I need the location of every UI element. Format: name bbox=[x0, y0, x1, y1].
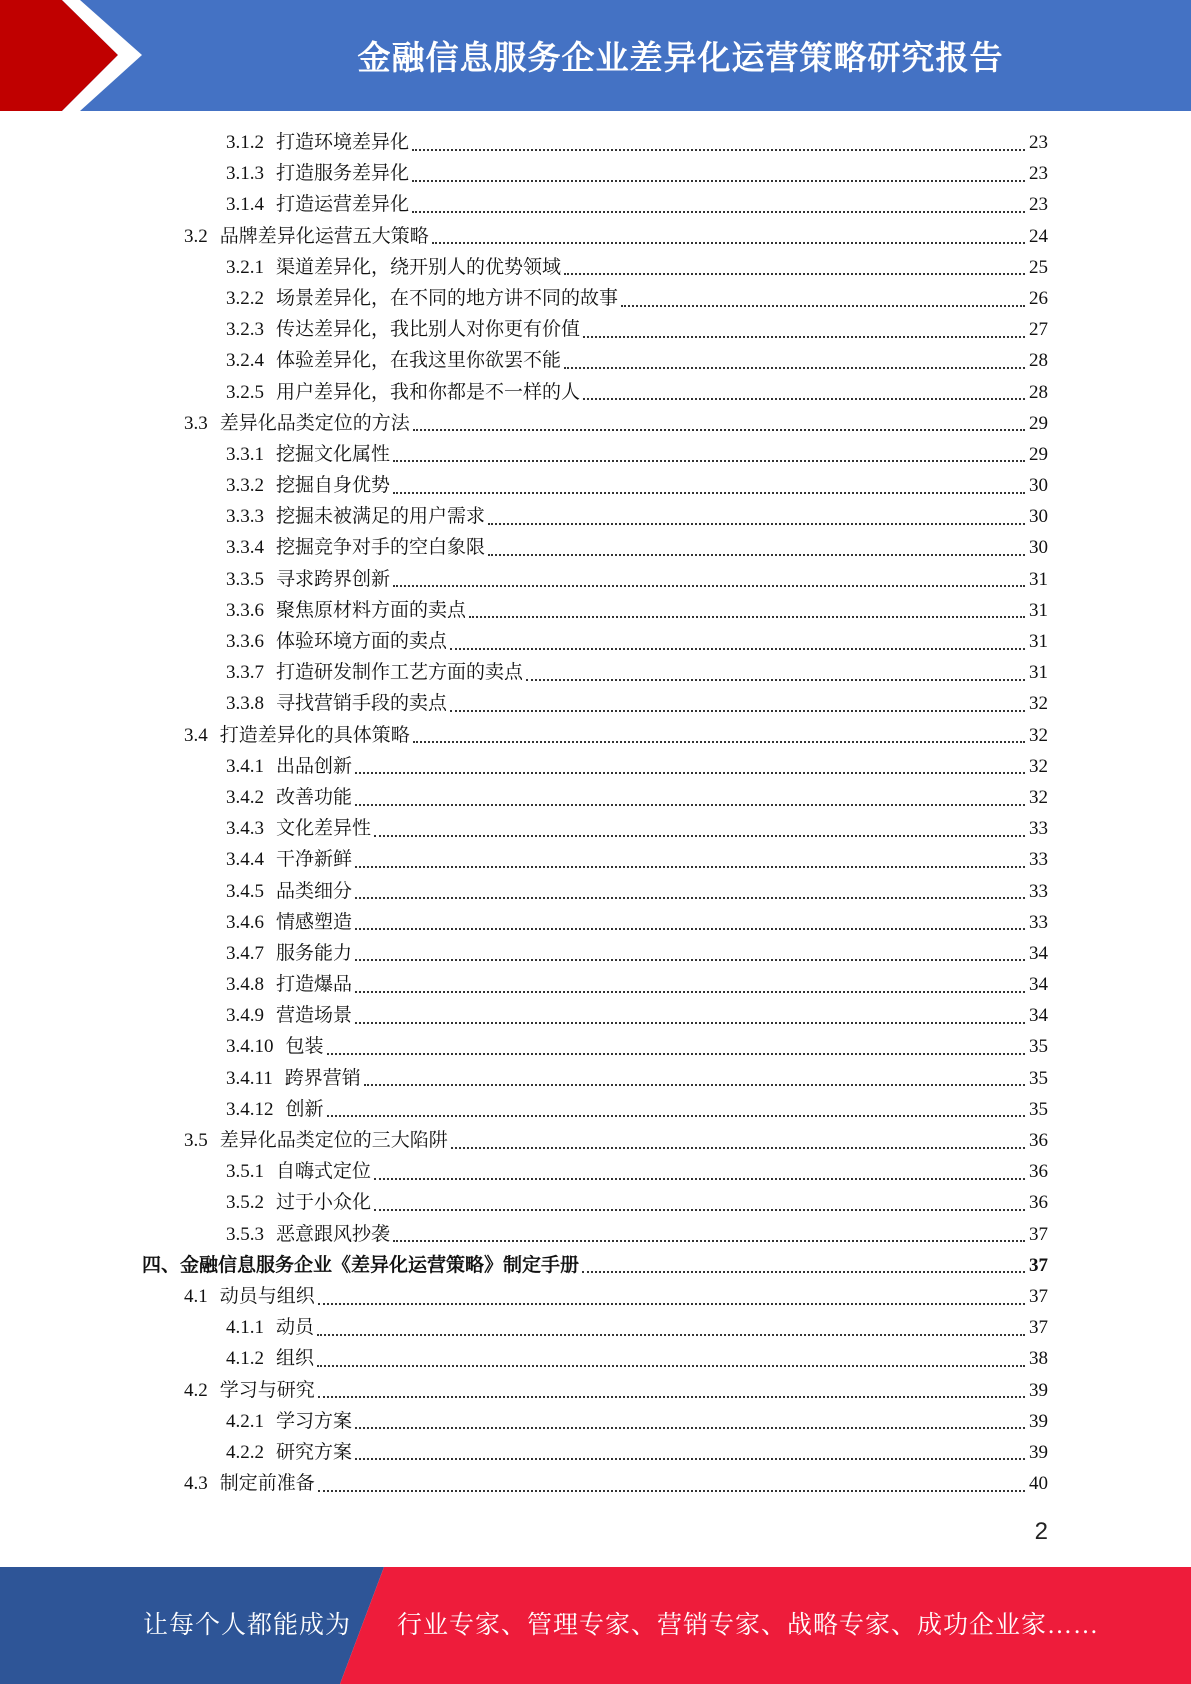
page-footer bbox=[0, 1567, 1191, 1684]
toc-dot-leader bbox=[355, 928, 1025, 930]
toc-entry-title: 寻找营销手段的卖点 bbox=[276, 693, 448, 715]
toc-dot-leader bbox=[583, 398, 1025, 400]
toc-entry-page: 36 bbox=[1029, 1161, 1048, 1183]
toc-entry[interactable] bbox=[140, 1000, 1048, 1031]
toc-entry[interactable] bbox=[140, 1406, 1048, 1437]
toc-entry[interactable] bbox=[140, 345, 1048, 376]
toc-dot-leader bbox=[393, 492, 1025, 494]
toc-entry-number: 3.2.1 bbox=[226, 256, 264, 278]
toc-entry-title: 恶意跟风抄袭 bbox=[276, 1223, 391, 1245]
toc-entry-title: 制定前准备 bbox=[219, 1473, 315, 1495]
toc-entry-page: 39 bbox=[1029, 1441, 1048, 1463]
toc-dot-leader bbox=[413, 741, 1025, 743]
toc-entry[interactable] bbox=[140, 1437, 1048, 1468]
toc-dot-leader bbox=[393, 585, 1025, 587]
toc-entry-number: 4.1.2 bbox=[226, 1348, 264, 1370]
toc-entry-number: 3.5.1 bbox=[226, 1161, 264, 1183]
toc-entry-title: 学习与研究 bbox=[219, 1379, 315, 1401]
toc-dot-leader bbox=[432, 242, 1025, 244]
toc-entry-page: 35 bbox=[1029, 1098, 1048, 1120]
toc-entry-title: 学习方案 bbox=[276, 1410, 353, 1432]
toc-entry[interactable] bbox=[140, 1187, 1048, 1218]
toc-dot-leader bbox=[412, 211, 1025, 213]
toc-entry-page: 32 bbox=[1029, 755, 1048, 777]
toc-entry-title: 场景差异化，在不同的地方讲不同的故事 bbox=[276, 287, 619, 309]
toc-dot-leader bbox=[355, 1427, 1025, 1429]
toc-entry-page: 39 bbox=[1029, 1379, 1048, 1401]
toc-entry-number: 3.3.6 bbox=[226, 631, 264, 652]
toc-entry[interactable] bbox=[140, 813, 1048, 844]
toc-entry-page: 23 bbox=[1029, 194, 1048, 216]
toc-entry-page: 31 bbox=[1029, 631, 1048, 652]
toc-entry-number: 3.4.6 bbox=[226, 911, 264, 933]
toc-entry-page: 28 bbox=[1029, 381, 1048, 403]
toc-dot-leader bbox=[364, 1084, 1025, 1086]
toc-entry-title: 打造差异化的具体策略 bbox=[219, 724, 410, 746]
toc-entry[interactable] bbox=[140, 532, 1048, 563]
toc-entry-title: 文化差异性 bbox=[276, 818, 372, 840]
toc-dot-leader bbox=[355, 991, 1025, 993]
toc-entry-page: 29 bbox=[1029, 443, 1048, 465]
toc-entry[interactable] bbox=[140, 1468, 1048, 1499]
toc-entry-title: 体验差异化，在我这里你欲罢不能 bbox=[276, 350, 562, 372]
toc-dot-leader bbox=[450, 648, 1025, 650]
toc-entry-number: 3.4.2 bbox=[226, 786, 264, 808]
toc-entry-page: 33 bbox=[1029, 911, 1048, 933]
toc-entry-number: 3.2.4 bbox=[226, 350, 264, 372]
toc-entry-page: 27 bbox=[1029, 319, 1048, 341]
toc-entry-page: 29 bbox=[1029, 412, 1048, 434]
toc-entry-number: 3.5 bbox=[184, 1130, 208, 1151]
toc-dot-leader bbox=[374, 1178, 1025, 1180]
toc-entry[interactable] bbox=[140, 1281, 1048, 1312]
toc-entry[interactable] bbox=[140, 1219, 1048, 1250]
toc-entry-page: 24 bbox=[1029, 225, 1048, 247]
toc-dot-leader bbox=[564, 367, 1025, 369]
toc-entry[interactable] bbox=[140, 1312, 1048, 1343]
toc-entry-number: 3.4.12 bbox=[226, 1098, 274, 1120]
toc-entry-number: 4.3 bbox=[184, 1473, 208, 1495]
toc-entry-title: 打造运营差异化 bbox=[276, 194, 410, 216]
toc-entry[interactable] bbox=[140, 1250, 1048, 1281]
toc-entry-page: 31 bbox=[1029, 568, 1048, 590]
toc-dot-leader bbox=[583, 336, 1025, 338]
toc-entry-number: 3.1.3 bbox=[226, 163, 264, 185]
toc-entry-number: 3.1.4 bbox=[226, 194, 264, 216]
toc-entry-title: 营造场景 bbox=[276, 1005, 353, 1027]
toc-entry-page: 32 bbox=[1029, 724, 1048, 746]
toc-dot-leader bbox=[621, 305, 1025, 307]
toc-entry-page: 32 bbox=[1029, 786, 1048, 808]
toc-dot-leader bbox=[450, 710, 1025, 712]
toc-entry-page: 30 bbox=[1029, 506, 1048, 528]
toc-entry-page: 31 bbox=[1029, 599, 1048, 621]
toc-entry-title: 组织 bbox=[276, 1348, 315, 1370]
toc-entry-page: 37 bbox=[1029, 1317, 1048, 1339]
toc-entry-title: 自嗨式定位 bbox=[276, 1161, 372, 1183]
toc-entry-number: 3.2.5 bbox=[226, 381, 264, 403]
toc-dot-leader bbox=[469, 616, 1025, 618]
toc-dot-leader bbox=[327, 1115, 1025, 1117]
toc-dot-leader bbox=[374, 835, 1025, 837]
footer-slogan-right: 行业专家、管理专家、营销专家、战略专家、成功企业家…… bbox=[397, 1612, 1100, 1639]
toc-entry-number: 3.4.8 bbox=[226, 974, 264, 996]
toc-entry-number: 4.1 bbox=[184, 1285, 208, 1307]
footer-slogan-left: 让每个人都能成为 bbox=[143, 1612, 352, 1639]
toc-entry-title: 服务能力 bbox=[276, 942, 353, 964]
toc-entry-page: 39 bbox=[1029, 1410, 1048, 1432]
toc-entry-page: 23 bbox=[1029, 163, 1048, 185]
toc-entry-page: 35 bbox=[1029, 1067, 1048, 1089]
toc-entry-number: 4.2.1 bbox=[226, 1410, 264, 1432]
toc-entry-number: 3.4.5 bbox=[226, 880, 264, 902]
toc-entry-title: 挖掘未被满足的用户需求 bbox=[276, 506, 486, 528]
toc-entry-page: 34 bbox=[1029, 1005, 1048, 1027]
toc-entry-number: 3.4.1 bbox=[226, 755, 264, 777]
toc-entry[interactable] bbox=[140, 595, 1048, 626]
toc-entry-page: 38 bbox=[1029, 1348, 1048, 1370]
toc-entry-title: 出品创新 bbox=[276, 755, 353, 777]
toc-entry-number: 3.2.3 bbox=[226, 319, 264, 341]
toc-entry-title: 打造爆品 bbox=[276, 974, 353, 996]
toc-entry[interactable] bbox=[140, 283, 1048, 314]
toc-dot-leader bbox=[317, 1365, 1025, 1367]
toc-entry-page: 33 bbox=[1029, 880, 1048, 902]
toc-dot-leader bbox=[393, 1240, 1025, 1242]
toc-entry[interactable] bbox=[140, 1063, 1048, 1094]
toc-entry[interactable] bbox=[140, 1031, 1048, 1062]
toc-entry-number: 3.4.9 bbox=[226, 1005, 264, 1027]
toc-entry-page: 37 bbox=[1029, 1254, 1048, 1276]
toc-entry-title: 动员 bbox=[276, 1317, 315, 1339]
toc-entry-number: 4.2 bbox=[184, 1379, 208, 1401]
toc-entry[interactable] bbox=[140, 907, 1048, 938]
page-number: 2 bbox=[1034, 1518, 1048, 1545]
toc-entry-title: 挖掘自身优势 bbox=[276, 475, 391, 497]
toc-entry[interactable] bbox=[140, 626, 1048, 657]
toc-entry[interactable] bbox=[140, 782, 1048, 813]
toc-entry[interactable] bbox=[140, 377, 1048, 408]
toc-entry[interactable] bbox=[140, 564, 1048, 595]
toc-entry-number: 3.3.4 bbox=[226, 537, 264, 559]
toc-entry[interactable] bbox=[140, 470, 1048, 501]
toc-entry-number: 3.3.5 bbox=[226, 568, 264, 590]
toc-dot-leader bbox=[318, 1396, 1025, 1398]
toc-entry-number: 3.4.11 bbox=[226, 1067, 273, 1089]
toc-entry[interactable] bbox=[140, 439, 1048, 470]
toc-dot-leader bbox=[488, 554, 1025, 556]
toc-entry-page: 37 bbox=[1029, 1223, 1048, 1245]
toc-dot-leader bbox=[317, 1334, 1025, 1336]
table-of-contents bbox=[140, 127, 1048, 1499]
toc-entry-number: 3.5.3 bbox=[226, 1223, 264, 1245]
toc-entry-page: 33 bbox=[1029, 849, 1048, 871]
toc-entry-page: 32 bbox=[1029, 693, 1048, 715]
toc-entry[interactable] bbox=[140, 1125, 1048, 1156]
toc-entry[interactable] bbox=[140, 969, 1048, 1000]
toc-entry-page: 30 bbox=[1029, 537, 1048, 559]
toc-entry-title: 打造研发制作工艺方面的卖点 bbox=[276, 662, 524, 684]
toc-entry[interactable] bbox=[140, 221, 1048, 252]
toc-entry[interactable] bbox=[140, 720, 1048, 751]
toc-entry-page: 34 bbox=[1029, 974, 1048, 996]
toc-entry-number: 3.4.7 bbox=[226, 942, 264, 964]
toc-entry-title: 渠道差异化，绕开别人的优势领域 bbox=[276, 256, 562, 278]
toc-dot-leader bbox=[393, 460, 1025, 462]
toc-dot-leader bbox=[318, 1303, 1025, 1305]
toc-entry-title: 品类细分 bbox=[276, 880, 353, 902]
toc-entry[interactable] bbox=[140, 252, 1048, 283]
toc-entry-title: 打造环境差异化 bbox=[276, 132, 410, 153]
toc-entry-page: 37 bbox=[1029, 1285, 1048, 1307]
toc-dot-leader bbox=[451, 1147, 1025, 1149]
toc-entry-title: 打造服务差异化 bbox=[276, 163, 410, 185]
toc-entry[interactable] bbox=[140, 1156, 1048, 1187]
toc-entry-title: 过于小众化 bbox=[276, 1192, 372, 1214]
toc-dot-leader bbox=[564, 273, 1025, 275]
toc-dot-leader bbox=[355, 1458, 1025, 1460]
toc-dot-leader bbox=[374, 1209, 1025, 1211]
toc-entry-number: 3.3.7 bbox=[226, 662, 264, 684]
toc-entry-title: 干净新鲜 bbox=[276, 849, 353, 871]
page-header bbox=[0, 0, 1191, 111]
toc-entry-title: 挖掘竞争对手的空白象限 bbox=[276, 537, 486, 559]
toc-entry[interactable] bbox=[140, 314, 1048, 345]
toc-entry-page: 40 bbox=[1029, 1473, 1048, 1495]
toc-entry[interactable] bbox=[140, 501, 1048, 532]
toc-dot-leader bbox=[355, 897, 1025, 899]
toc-entry-number: 3.3.8 bbox=[226, 693, 264, 715]
toc-entry-number: 3.4 bbox=[184, 724, 208, 746]
toc-entry-title: 创新 bbox=[285, 1098, 324, 1120]
toc-entry[interactable] bbox=[140, 1343, 1048, 1374]
toc-entry-page: 25 bbox=[1029, 256, 1048, 278]
toc-dot-leader bbox=[526, 679, 1025, 681]
toc-entry[interactable] bbox=[140, 657, 1048, 688]
toc-entry-title: 品牌差异化运营五大策略 bbox=[219, 225, 429, 247]
toc-entry-number: 3.2 bbox=[184, 225, 208, 247]
toc-entry-page: 34 bbox=[1029, 942, 1048, 964]
toc-entry-number: 3.3.1 bbox=[226, 443, 264, 465]
toc-dot-leader bbox=[582, 1271, 1025, 1273]
toc-entry[interactable] bbox=[140, 751, 1048, 782]
toc-entry-title: 差异化品类定位的三大陷阱 bbox=[219, 1130, 448, 1151]
toc-dot-leader bbox=[327, 1053, 1025, 1055]
toc-entry-title: 寻求跨界创新 bbox=[276, 568, 391, 590]
toc-entry-title: 情感塑造 bbox=[276, 911, 353, 933]
toc-dot-leader bbox=[318, 1490, 1025, 1492]
toc-entry-title: 动员与组织 bbox=[219, 1285, 315, 1307]
toc-entry-number: 3.3.2 bbox=[226, 475, 264, 497]
toc-dot-leader bbox=[355, 959, 1025, 961]
toc-entry-number: 3.2.2 bbox=[226, 287, 264, 309]
toc-entry[interactable] bbox=[140, 688, 1048, 719]
toc-dot-leader bbox=[355, 772, 1025, 774]
toc-entry[interactable] bbox=[140, 127, 1048, 158]
toc-entry-page: 28 bbox=[1029, 350, 1048, 372]
toc-entry-number: 3.3.3 bbox=[226, 506, 264, 528]
toc-entry[interactable] bbox=[140, 1094, 1048, 1125]
toc-entry-page: 36 bbox=[1029, 1192, 1048, 1214]
toc-entry[interactable] bbox=[140, 876, 1048, 907]
toc-entry-number: 3.4.10 bbox=[226, 1036, 274, 1058]
toc-entry-title: 体验环境方面的卖点 bbox=[276, 631, 448, 652]
toc-entry-title: 用户差异化，我和你都是不一样的人 bbox=[276, 381, 581, 403]
toc-entry-number: 3.3.6 bbox=[226, 599, 264, 621]
toc-entry-number: 3.4.3 bbox=[226, 818, 264, 840]
toc-entry-title: 改善功能 bbox=[276, 786, 353, 808]
toc-dot-leader bbox=[355, 804, 1025, 806]
toc-entry-page: 23 bbox=[1029, 132, 1048, 153]
toc-entry-number: 3.5.2 bbox=[226, 1192, 264, 1214]
toc-dot-leader bbox=[355, 1022, 1025, 1024]
toc-entry-title: 差异化品类定位的方法 bbox=[219, 412, 410, 434]
toc-entry-title: 包装 bbox=[285, 1036, 324, 1058]
toc-entry-number: 3.4.4 bbox=[226, 849, 264, 871]
toc-entry-page: 30 bbox=[1029, 475, 1048, 497]
toc-entry[interactable] bbox=[140, 938, 1048, 969]
toc-dot-leader bbox=[488, 523, 1025, 525]
toc-entry[interactable] bbox=[140, 189, 1048, 220]
toc-dot-leader bbox=[413, 429, 1025, 431]
toc-entry[interactable] bbox=[140, 158, 1048, 189]
toc-entry-title: 挖掘文化属性 bbox=[276, 443, 391, 465]
toc-entry-page: 33 bbox=[1029, 818, 1048, 840]
toc-entry-page: 36 bbox=[1029, 1130, 1048, 1151]
toc-entry-number: 3.3 bbox=[184, 412, 208, 434]
toc-entry-page: 35 bbox=[1029, 1036, 1048, 1058]
toc-entry-number: 4.1.1 bbox=[226, 1317, 264, 1339]
toc-entry-title: 传达差异化，我比别人对你更有价值 bbox=[276, 319, 581, 341]
report-title: 金融信息服务企业差异化运营策略研究报告 bbox=[357, 38, 1004, 77]
toc-entry-title: 聚焦原材料方面的卖点 bbox=[276, 599, 467, 621]
toc-entry[interactable] bbox=[140, 1375, 1048, 1406]
toc-entry[interactable] bbox=[140, 408, 1048, 439]
toc-dot-leader bbox=[412, 180, 1025, 182]
toc-entry-number: 3.1.2 bbox=[226, 132, 264, 153]
toc-entry-page: 26 bbox=[1029, 287, 1048, 309]
toc-entry-number: 4.2.2 bbox=[226, 1441, 264, 1463]
toc-dot-leader bbox=[412, 149, 1025, 151]
toc-entry-title: 研究方案 bbox=[276, 1441, 353, 1463]
toc-entry-page: 31 bbox=[1029, 662, 1048, 684]
toc-entry-title: 四、金融信息服务企业《差异化运营策略》制定手册 bbox=[142, 1254, 580, 1276]
toc-entry-title: 跨界营销 bbox=[284, 1067, 361, 1089]
toc-entry[interactable] bbox=[140, 844, 1048, 875]
toc-dot-leader bbox=[355, 866, 1025, 868]
